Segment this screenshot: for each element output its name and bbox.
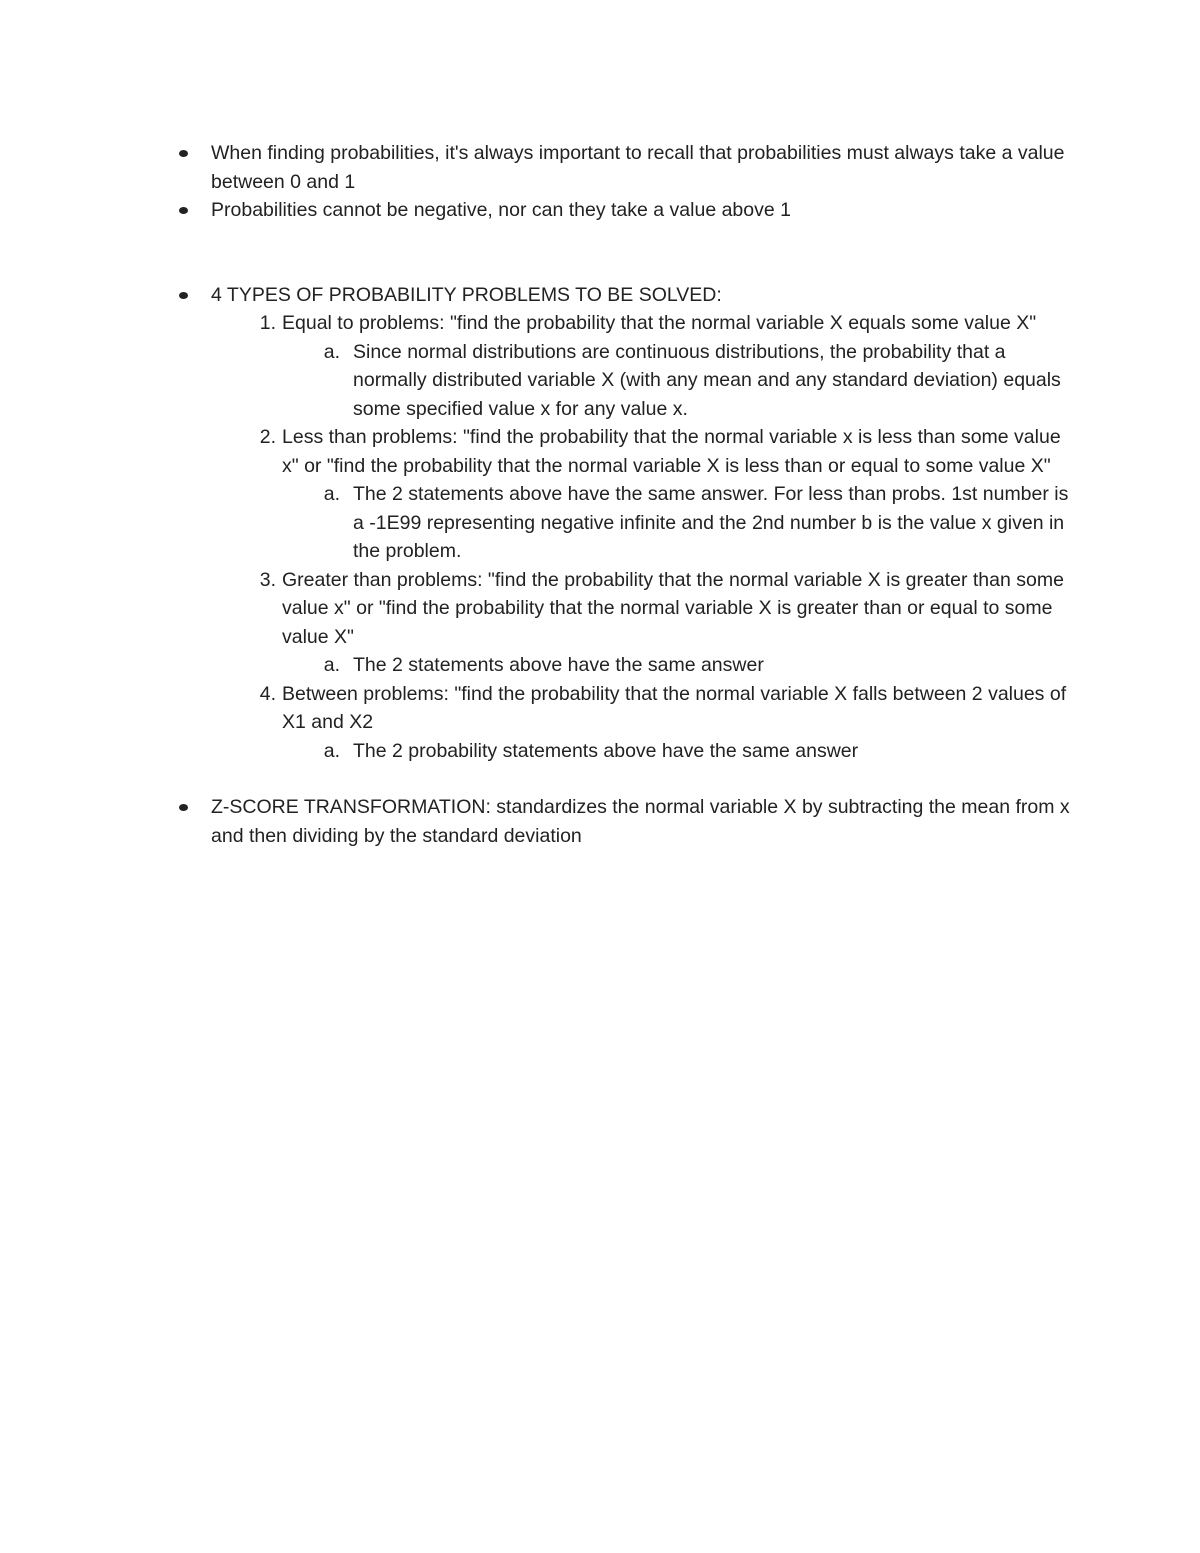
sub-item	[323, 480, 1073, 566]
bullet-text: When finding probabilities, it's always important to recall that probabilities must always take a value between 0 and 1	[211, 142, 1065, 193]
sub-item-letter: a.	[323, 654, 340, 676]
numbered-item-text: Between problems: "find the probability that the normal variable X falls between 2 values of X1 and X2	[282, 682, 1067, 733]
item-number: 1.	[259, 312, 276, 334]
numbered-item	[259, 680, 1071, 737]
sub-item	[323, 338, 1073, 424]
sub-item-text: The 2 probability statements above have the same answer	[353, 739, 859, 762]
sub-item	[323, 651, 1073, 680]
numbered-item	[259, 566, 1071, 652]
notes-body	[211, 139, 1071, 850]
item-number: 2.	[259, 426, 276, 448]
bullet-text: 4 TYPES OF PROBABILITY PROBLEMS TO BE SOLVED:	[211, 283, 722, 306]
bullet-text: Probabilities cannot be negative, nor can they take a value above 1	[211, 199, 791, 221]
sub-item-letter: a.	[323, 739, 340, 762]
list-item	[211, 281, 1071, 310]
spacer	[211, 225, 1071, 281]
numbered-item	[259, 309, 1071, 338]
numbered-item	[259, 423, 1071, 480]
bullet-dot-icon	[179, 292, 188, 299]
bullet-dot-icon	[179, 207, 188, 214]
sub-item	[323, 737, 1073, 766]
numbered-item-text: Greater than problems: "find the probability that the normal variable X is greater than some value x" or "find the probability that the normal variable X is greater than or equal to some value X"	[282, 568, 1064, 648]
list-item	[211, 139, 1071, 196]
sub-item-text: Since normal distributions are continuous distributions, the probability that a normally distributed variable X (with any mean and any standard deviation) equals some specified value x for any value x.	[353, 340, 1061, 420]
numbered-item-text: Less than problems: "find the probability that the normal variable x is less than some value x" or "find the probability that the normal variable X is less than or equal to some value X"	[282, 426, 1061, 477]
bullet-dot-icon	[179, 804, 188, 811]
spacer	[211, 765, 1071, 793]
sub-item-text: The 2 statements above have the same answer. For less than probs. 1st number is a -1E99 representing negative infinite and the 2nd number b is the value x given in the problem.	[353, 483, 1069, 562]
item-number: 4.	[259, 682, 276, 705]
list-item	[211, 196, 1071, 225]
sub-item-letter: a.	[323, 483, 340, 505]
sub-item-text: The 2 statements above have the same answer	[353, 654, 764, 676]
bullet-text: Z-SCORE TRANSFORMATION: standardizes the normal variable X by subtracting the mean from x and then dividing by the standard deviation	[211, 796, 1070, 847]
bullet-dot-icon	[179, 150, 188, 157]
list-item	[211, 793, 1071, 850]
sub-item-letter: a.	[323, 340, 340, 363]
item-number: 3.	[259, 568, 276, 591]
numbered-item-text: Equal to problems: "find the probability that the normal variable X equals some value X"	[282, 312, 1037, 334]
